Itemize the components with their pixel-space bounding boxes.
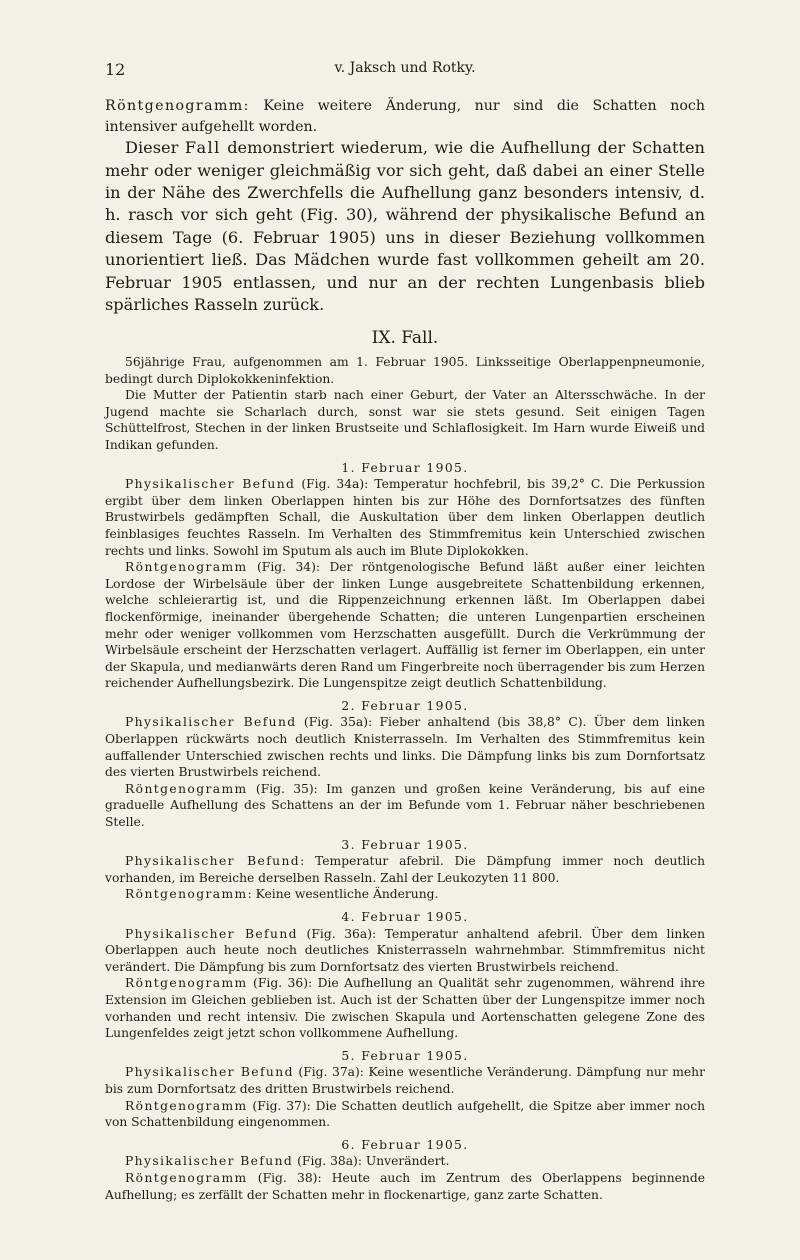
entry-date: 2. Februar 1905. bbox=[341, 698, 469, 713]
page-number: 12 bbox=[105, 60, 126, 79]
finding-text: : Temperatur afebril. Die Dämpfung immer noch deutlich vorhanden, im Bereiche derselben Rasseln. Zahl der Leukozyten 11 800. bbox=[105, 854, 705, 885]
finding-text: (Fig. 34): Der röntgenologische Befund läßt außer einer leichten Lordose der Wirbelsäule über der linken Lunge ausgebreitete Schattenbildung erkennen, welche schleierartig ist, und die Rippenzeichnung erkennen läßt. Im Oberlappen dabei flockenförmige, ineinander übergehende Schatten; die unteren Lungenpartien erscheinen mehr oder weniger vollkommen vom Herzschatten ausgefüllt. Durch die Verkrümmung der Wirbelsäule erscheint der Herzschatten verlagert. Auffällig ist ferner im Oberlappen, ein unter der Skapula, und medianwärts deren Rand um Fingerbreite noch überragender bis zum Herzen reichender Aufhellungsbezirk. Die Lungenspitze zeigt deutlich Schattenbildung. bbox=[105, 560, 705, 691]
finding-term: Röntgenogramm bbox=[125, 1170, 248, 1185]
finding-text: (Fig. 38): Heute auch im Zentrum des Oberlappens beginnende Aufhellung; es zerfällt der Schatten mehr in flockenartige, ganz zarte Schatten. bbox=[105, 1170, 705, 1202]
case-history: Die Mutter der Patientin starb nach einer Geburt, der Vater an Altersschwäche. In der Jugend machte sie Scharlach durch, sonst war sie stets gesund. Seit einigen Tagen Schüttelfrost, Stechen in der linken Brustseite und Schlaflosigkeit. Im Harn wurde Eiweiß und Indikan gefunden. bbox=[105, 388, 705, 452]
finding-term: Röntgenogramm bbox=[125, 781, 248, 796]
entry-date: 3. Februar 1905. bbox=[341, 837, 469, 852]
finding-text: (Fig. 36): Die Aufhellung an Qualität sehr zugenommen, während ihre Extension im Gleichen geblieben ist. Auch ist der Schatten über der Lungenspitze immer noch vorhanden und recht intensiv. Die zwischen Skapula und Aortenschatten gelegene Zone des Lungenfeldes zeigt jetzt schon vollkommene Aufhellung. bbox=[105, 976, 705, 1041]
finding-term: Physikalischer Befund bbox=[125, 477, 296, 492]
finding-term: Röntgenogramm bbox=[125, 1098, 248, 1113]
finding-text: (Fig. 35): Im ganzen und großen keine Veränderung, bis auf eine graduelle Aufhellung des Schattens an der im Befunde vom 1. Februar näher beschriebenen Stelle. bbox=[105, 781, 705, 830]
finding-term: Physikalischer Befund bbox=[125, 1154, 294, 1169]
entry-paragraph bbox=[105, 975, 705, 1041]
finding-text: (Fig. 37): Die Schatten deutlich aufgehellt, die Spitze aber immer noch von Schattenbildung eingenommen. bbox=[105, 1098, 705, 1130]
finding-text: (Fig. 38a): Unverändert. bbox=[293, 1154, 450, 1169]
case-body bbox=[105, 354, 705, 1203]
finding-term: Röntgenogramm bbox=[125, 560, 248, 575]
entry-paragraph bbox=[105, 1170, 705, 1203]
entry-date: 6. Februar 1905. bbox=[341, 1137, 469, 1152]
term-fall: Fall bbox=[184, 138, 221, 158]
finding-term: Physikalischer Befund bbox=[125, 1065, 294, 1080]
entry-paragraph bbox=[105, 1098, 705, 1131]
entry-paragraph bbox=[105, 559, 705, 692]
finding-text: (Fig. 37a): Keine wesentliche Veränderung. Dämpfung nur mehr bis zum Dornfortsatz des dritten Brustwirbels reichend. bbox=[105, 1065, 705, 1096]
entry-paragraph bbox=[105, 476, 705, 559]
entry-paragraph bbox=[105, 886, 705, 903]
entry-paragraph bbox=[105, 1064, 705, 1097]
entry-paragraph bbox=[105, 926, 705, 976]
finding-text: : Keine wesentliche Änderung. bbox=[247, 887, 439, 902]
section-title: IX. Fall. bbox=[371, 328, 439, 348]
term-roentgenogramm: Röntgenogramm: bbox=[105, 98, 250, 114]
finding-term: Röntgenogramm bbox=[125, 976, 248, 991]
case-entries bbox=[105, 460, 705, 1204]
intro-block bbox=[105, 96, 705, 316]
page-header bbox=[105, 60, 705, 82]
entry-paragraph bbox=[105, 781, 705, 831]
entry-paragraph bbox=[105, 1153, 705, 1170]
entry-paragraph bbox=[105, 853, 705, 886]
entry-date: 5. Februar 1905. bbox=[341, 1048, 469, 1063]
entry-paragraph bbox=[105, 714, 705, 780]
intro-p1-text: Keine weitere Änderung, nur sind die Schatten noch intensiver aufgehellt worden. bbox=[105, 98, 705, 135]
intro-paragraph-2: Dieser Fall demonstriert wiederum, wie die Aufhellung der Schatten mehr oder weniger gleichmäßig vor sich geht, daß dabei an einer Stelle in der Nähe des Zwerchfells die Aufhellung ganz besonders intensiv, d. h. rasch vor sich geht (Fig. 30), während der physikalische Befund an diesem Tage (6. Februar 1905) uns in dieser Beziehung vollkommen unorientiert ließ. Das Mädchen wurde fast vollkommen geheilt am 20. Februar 1905 entlassen, und nur an der rechten Lungenbasis blieb spärliches Rasseln zurück. bbox=[105, 138, 705, 315]
finding-term: Physikalischer Befund bbox=[125, 854, 301, 869]
entry-date: 4. Februar 1905. bbox=[341, 910, 469, 924]
running-head: v. Jaksch und Rotky. bbox=[334, 60, 476, 76]
entry-date: 1. Februar 1905. bbox=[341, 460, 469, 475]
finding-term: Röntgenogramm bbox=[125, 887, 248, 902]
finding-text: (Fig. 36a): Temperatur anhaltend afebril. Über dem linken Oberlappen auch heute noch deutliches Knisterrasseln wahrnehmbar. Stimmfremitus nicht verändert. Die Dämpfung bis zum Dornfortsatz des vierten Brustwirbels reichend. bbox=[105, 926, 705, 974]
finding-term: Physikalischer Befund bbox=[125, 715, 297, 730]
case-intro: 56jährige Frau, aufgenommen am 1. Februar 1905. Linksseitige Oberlappenpneumonie, bedingt durch Diplokokkeninfektion. bbox=[105, 355, 705, 386]
finding-text: (Fig. 35a): Fieber anhaltend (bis 38,8° C). Über dem linken Oberlappen rückwärts noch deutlich Knisterrasseln. Im Verhalten des Stimmfremitus kein auffallender Unterschied zwischen rechts und links. Die Dämpfung links bis zum Dornfortsatz des vierten Brustwirbels reichend. bbox=[105, 715, 705, 780]
intro-paragraph-1 bbox=[105, 96, 705, 137]
finding-term: Physikalischer Befund bbox=[125, 926, 298, 941]
finding-text: (Fig. 34a): Temperatur hochfebril, bis 39,2° C. Die Perkussion ergibt über dem linken Oberlappen hinten bis zur Höhe des Dornfortsatzes des fünften Brustwirbels gedämpften Schall, die Auskultation über dem linken Oberlappen deutlich feinblasiges feuchtes Rasseln. Im Verhalten des Stimmfremitus kein Unterschied zwischen rechts und links. Sowohl im Sputum als auch im Blute Diplokokken. bbox=[105, 477, 705, 558]
